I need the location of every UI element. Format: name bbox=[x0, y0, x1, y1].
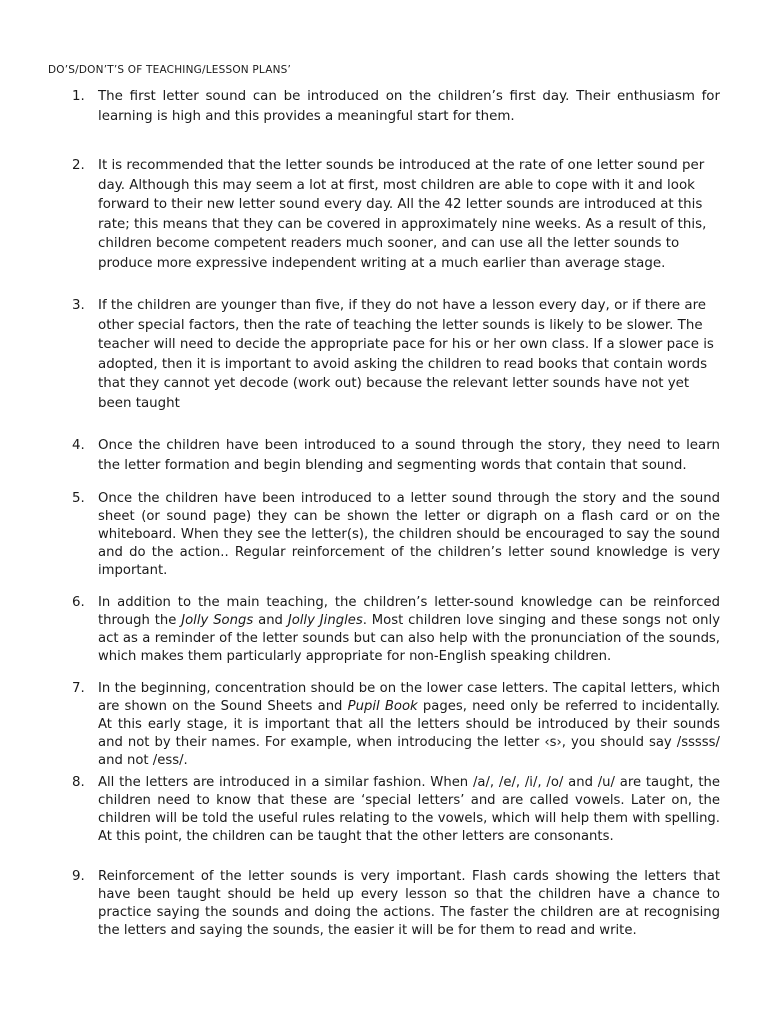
text-segment: pages, need only be referred to incidentally. At this early stage, it is important that all the letters should be introduced by their sounds and not by their names. For example, when introducing the letter ‹s›, you should say /sssss/ and not /ess/. bbox=[98, 699, 721, 768]
list-item-text bbox=[98, 594, 720, 666]
list-item-3 bbox=[72, 296, 720, 414]
list-item-number: 8. bbox=[72, 775, 85, 790]
song-title-jolly-jingles: Jolly Jingles bbox=[287, 613, 363, 628]
text-segment: . Most children love singing and these songs not only act as a reminder of the letter sounds but can also help with the pronunciation of the sounds, which makes them particularly appropriate for non-English speaking children. bbox=[98, 613, 720, 664]
list-item-text: Once the children have been introduced to a letter sound through the story and the sound sheet (or sound page) they can be shown the letter or digraph on a flash card or on the whiteboard. When they see the letter(s), the children should be encouraged to say the sound and do the action.. Regular reinforcement of the children’s letter sound knowledge is very important. bbox=[98, 491, 720, 578]
list-item-number: 3. bbox=[72, 298, 85, 313]
book-title-pupil-book: Pupil Book bbox=[347, 699, 418, 714]
list-item-text: All the letters are introduced in a similar fashion. When /a/, /e/, /i/, /o/ and /u/ are taught, the children need to know that these are ‘special letters’ and are called vowels. Later on, the children will be told the useful rules relating to the vowels, which will help them with spelling. At this point, the children can be taught that the other letters are consonants. bbox=[98, 775, 720, 844]
list-item-text: Once the children have been introduced to a sound through the story, they need to learn the letter formation and begin blending and segmenting words that contain that sound. bbox=[98, 438, 720, 473]
list-item-number: 1. bbox=[72, 89, 85, 104]
list-item-number: 9. bbox=[72, 869, 85, 884]
list-item-number: 6. bbox=[72, 595, 85, 610]
list-item-8 bbox=[72, 774, 720, 846]
list-item-number: 5. bbox=[72, 491, 85, 506]
text-segment: and bbox=[253, 613, 288, 628]
list-item-7 bbox=[72, 680, 720, 770]
list-item-text: The first letter sound can be introduced on the children’s first day. Their enthusiasm for learning is high and this provides a meaningful start for them. bbox=[98, 89, 720, 124]
list-item-text: If the children are younger than five, if they do not have a lesson every day, or if there are other special factors, then the rate of teaching the letter sounds is likely to be slower. The teacher will need to decide the appropriate pace for his or her own class. If a slower pace is adopted, then it is important to avoid asking the children to read books that contain words that they cannot yet decode (work out) because the relevant letter sounds have not yet been taught bbox=[98, 298, 714, 411]
list-item-1 bbox=[72, 87, 720, 126]
song-title-jolly-songs: Jolly Songs bbox=[181, 613, 254, 628]
list-item-2 bbox=[72, 156, 720, 274]
list-item-number: 7. bbox=[72, 681, 85, 696]
list-item-5 bbox=[72, 490, 720, 580]
list-item-text: Reinforcement of the letter sounds is very important. Flash cards showing the letters that have been taught should be held up every lesson so that the children have a chance to practice saying the sounds and doing the actions. The faster the children are at recognising the letters and saying the sounds, the easier it will be for them to read and write. bbox=[98, 869, 720, 938]
text-segment: In the beginning, concentration should be on the lower case letters. The capital letters, which are shown on the Sound Sheets and bbox=[98, 681, 720, 714]
list-item-6 bbox=[72, 594, 720, 666]
list-item-number: 4. bbox=[72, 438, 85, 453]
list-item-text bbox=[98, 680, 720, 770]
list-item-text: It is recommended that the letter sounds be introduced at the rate of one letter sound per day. Although this may seem a lot at first, most children are able to cope with it and look forward to their new letter sound every day. All the 42 letter sounds are introduced at this rate; this means that they can be covered in approximately nine weeks. As a result of this, children become competent readers much sooner, and can use all the letter sounds to produce more expressive independent writing at a much earlier than average stage. bbox=[98, 158, 707, 271]
text-segment: In addition to the main teaching, the children’s letter-sound knowledge can be reinforced through the bbox=[98, 595, 720, 628]
document-title: DO’S/DON’T’S OF TEACHING/LESSON PLANS’ bbox=[48, 64, 292, 76]
list-item-number: 2. bbox=[72, 158, 85, 173]
list-item-4 bbox=[72, 436, 720, 475]
list-item-9 bbox=[72, 868, 720, 940]
